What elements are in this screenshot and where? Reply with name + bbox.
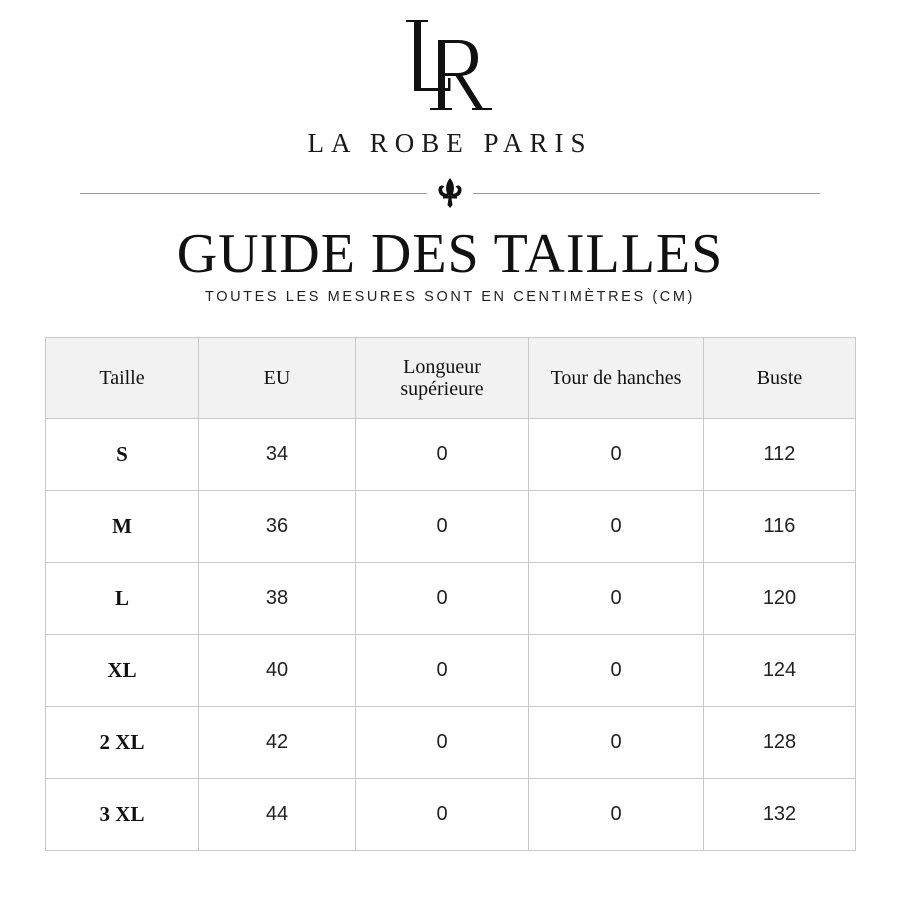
buste-cell: 124 [704,635,856,707]
size-cell: M [46,491,199,563]
buste-cell: 116 [704,491,856,563]
page-subtitle: TOUTES LES MESURES SONT EN CENTIMÈTRES (CM) [205,289,695,305]
eu-cell: 40 [199,635,356,707]
header-longueur-superieure [356,338,529,419]
fleur-de-lis-icon [427,177,473,209]
table-row [46,419,856,491]
divider-line-right [473,193,820,194]
eu-cell: 44 [199,779,356,851]
longueur-cell: 0 [356,491,529,563]
table-row [46,779,856,851]
longueur-cell: 0 [356,419,529,491]
size-cell: 2 XL [46,707,199,779]
eu-cell: 34 [199,419,356,491]
buste-cell: 132 [704,779,856,851]
page-title: GUIDE DES TAILLES [176,223,724,285]
brand-logo [0,16,900,120]
eu-cell: 38 [199,563,356,635]
size-cell: L [46,563,199,635]
ornamental-divider [80,177,820,209]
divider-line-left [80,193,427,194]
hanches-cell: 0 [529,563,704,635]
brand-name: LA ROBE PARIS [307,128,593,158]
longueur-cell: 0 [356,707,529,779]
hanches-cell: 0 [529,419,704,491]
hanches-cell: 0 [529,635,704,707]
table-row [46,707,856,779]
header-tour-de-hanches: Tour de hanches [529,338,704,419]
size-cell: S [46,419,199,491]
longueur-cell: 0 [356,779,529,851]
buste-cell: 128 [704,707,856,779]
table-header-row [46,338,856,419]
eu-cell: 36 [199,491,356,563]
size-chart-table [45,337,856,851]
buste-cell: 120 [704,563,856,635]
table-row [46,491,856,563]
size-cell: XL [46,635,199,707]
header-taille: Taille [46,338,199,419]
buste-cell: 112 [704,419,856,491]
hanches-cell: 0 [529,707,704,779]
hanches-cell: 0 [529,779,704,851]
header-eu: EU [199,338,356,419]
lr-monogram-icon [400,16,500,120]
longueur-cell: 0 [356,635,529,707]
header-buste: Buste [704,338,856,419]
header-longueur-superieure-label: Longueur supérieure [400,356,484,400]
hanches-cell: 0 [529,491,704,563]
longueur-cell: 0 [356,563,529,635]
eu-cell: 42 [199,707,356,779]
table-row [46,635,856,707]
size-cell: 3 XL [46,779,199,851]
table-row [46,563,856,635]
